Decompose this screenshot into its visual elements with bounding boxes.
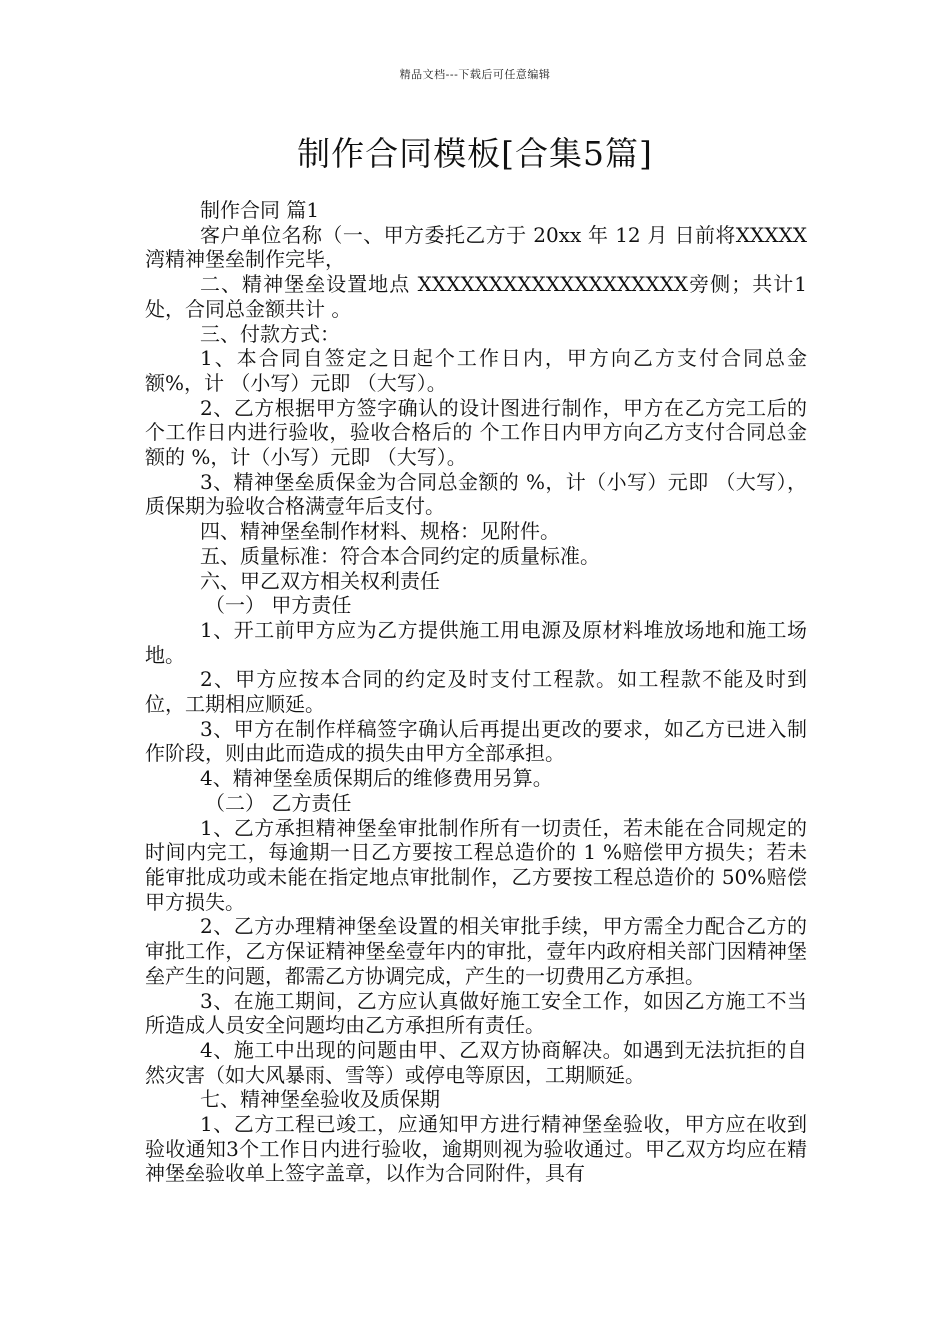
paragraph-subheading: （二） 乙方责任	[205, 790, 352, 815]
paragraph: 4、精神堡垒质保期后的维修费用另算。	[200, 766, 553, 791]
paragraph: 3、甲方在制作样稿签字确认后再提出更改的要求，如乙方已进入制作阶段，则由此而造成的损失由甲方全部承担。	[145, 716, 807, 766]
paragraph: 1、乙方工程已竣工，应通知甲方进行精神堡垒验收，甲方应在收到验收通知3个工作日内进行验收，逾期则视为验收通过。甲乙双方均应在精神堡垒验收单上签字盖章，以作为合同附件，具有	[145, 1112, 807, 1186]
document-title: 制作合同模板[合集5篇]	[297, 134, 653, 173]
paragraph: 三、付款方式：	[200, 321, 340, 346]
paragraph-subheading: （一） 甲方责任	[205, 593, 352, 618]
header-note: 精品文档---下载后可任意编辑	[399, 68, 551, 81]
paragraph: 七、精神堡垒验收及质保期	[200, 1087, 440, 1112]
paragraph: 1、本合同自签定之日起个工作日内，甲方向乙方支付合同总金额%，计 （小写）元即 （大写）。	[145, 346, 807, 395]
paragraph: 3、在施工期间，乙方应认真做好施工安全工作，如因乙方施工不当所造成人员安全问题均由乙方承担所有责任。	[145, 988, 807, 1038]
paragraph: 2、乙方根据甲方签字确认的设计图进行制作，甲方在乙方完工后的 个工作日内进行验收，验收合格后的 个工作日内甲方向乙方支付合同总金额的 %，计（小写）元即 （大写）。	[145, 395, 807, 470]
paragraph: 客户单位名称（一、甲方委托乙方于 20xx 年 12 月 日前将XXXXX湾精神堡垒制作完毕，	[145, 222, 807, 272]
paragraph: 2、乙方办理精神堡垒设置的相关审批手续，甲方需全力配合乙方的审批工作，乙方保证精神堡垒壹年内的审批，壹年内政府相关部门因精神堡垒产生的问题，都需乙方协调完成，产生的一切费用乙方承担。	[145, 914, 807, 988]
paragraph: 1、开工前甲方应为乙方提供施工用电源及原材料堆放场地和施工场地。	[145, 617, 807, 667]
paragraph: 六、甲乙双方相关权利责任	[200, 568, 440, 593]
paragraph: 五、质量标准：符合本合同约定的质量标准。	[200, 543, 600, 568]
paragraph: 2、甲方应按本合同的约定及时支付工程款。如工程款不能及时到位，工期相应顺延。	[145, 667, 807, 717]
document-body	[145, 198, 807, 1186]
paragraph: 1、乙方承担精神堡垒审批制作所有一切责任，若未能在合同规定的时间内完工，每逾期一日乙方要按工程总造价的 1 %赔偿甲方损失；若未能审批成功或未能在指定地点审批制作，乙方要按工程总造价的 50%赔偿甲方损失。	[145, 815, 807, 914]
paragraph-section-heading: 制作合同 篇1	[200, 198, 320, 222]
paragraph: 四、精神堡垒制作材料、规格：见附件。	[200, 519, 560, 544]
paragraph: 二、精神堡垒设置地点 XXXXXXXXXXXXXXXXXXX旁侧；共计1处，合同总金额共计 。	[145, 272, 807, 321]
paragraph: 3、精神堡垒质保金为合同总金额的 %，计（小写）元即 （大写），质保期为验收合格满壹年后支付。	[145, 469, 807, 519]
paragraph: 4、施工中出现的问题由甲、乙双方协商解决。如遇到无法抗拒的自然灾害（如大风暴雨、雪等）或停电等原因，工期顺延。	[145, 1037, 807, 1087]
